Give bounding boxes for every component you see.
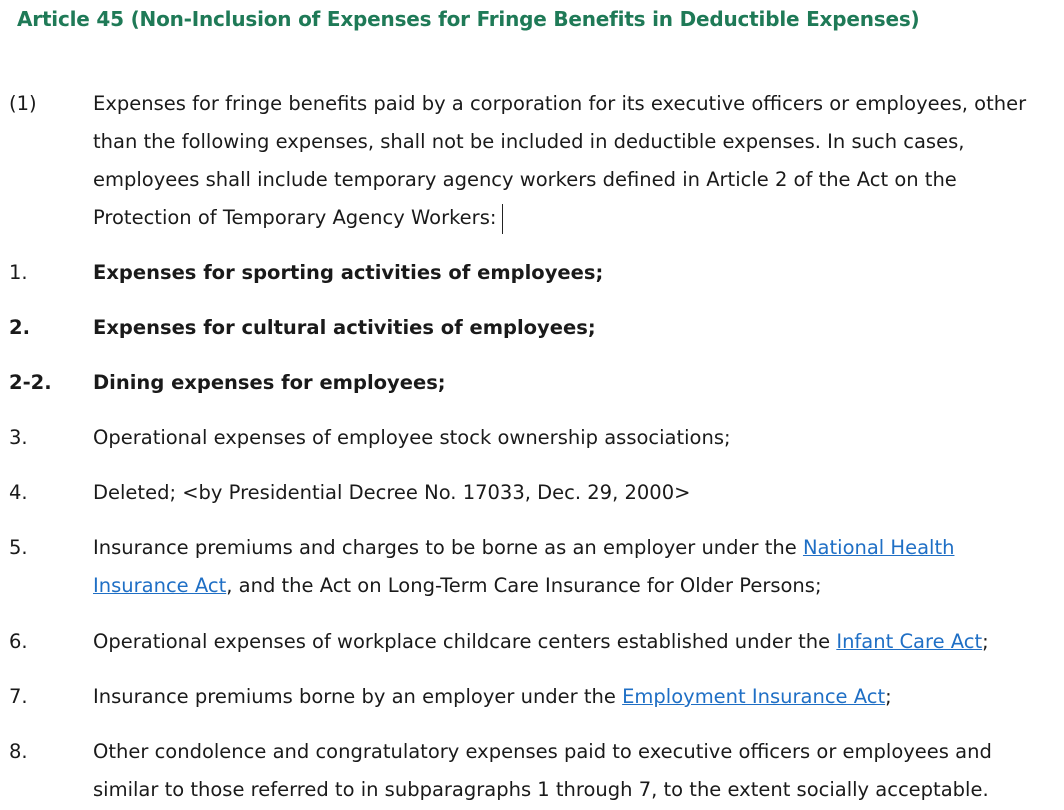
item-text: Expenses for sporting activities of employees; — [93, 261, 604, 284]
item-line-1: Other condolence and congratulatory expenses paid to executive officers or employees and — [93, 740, 992, 763]
article-title: Article 45 (Non-Inclusion of Expenses for Fringe Benefits in Deductible Expenses) — [17, 7, 920, 31]
item-number: 6. — [9, 630, 28, 653]
item-text: Expenses for cultural activities of employees; — [93, 316, 596, 339]
item-text-segment: , and the Act on Long-Term Care Insurance for Older Persons; — [226, 574, 822, 597]
paragraph-line-2: than the following expenses, shall not be included in deductible expenses. In such cases, — [93, 130, 965, 153]
item-text — [93, 623, 1059, 661]
item-text — [93, 678, 1059, 716]
item-line-2: similar to those referred to in subparagraphs 1 through 7, to the extent socially acceptable. — [93, 778, 989, 801]
paragraph-number: (1) — [9, 92, 37, 115]
employment-insurance-act-link[interactable]: Employment Insurance Act — [622, 685, 886, 708]
item-text-segment: Insurance premiums and charges to be borne as an employer under the — [93, 536, 803, 559]
item-number: 2-2. — [9, 371, 52, 394]
item-text: Deleted; <by Presidential Decree No. 17033, Dec. 29, 2000> — [93, 481, 691, 504]
infant-care-act-link[interactable]: Infant Care Act — [836, 630, 983, 653]
item-text: Operational expenses of employee stock ownership associations; — [93, 426, 731, 449]
item-number: 3. — [9, 426, 28, 449]
item-text-segment: Insurance premiums borne by an employer under the — [93, 685, 623, 708]
national-health-insurance-act-link[interactable]: National Health — [802, 536, 955, 559]
paragraph-line-4: Protection of Temporary Agency Workers: — [93, 206, 497, 229]
item-text — [93, 529, 1059, 605]
item-text-segment: ; — [885, 685, 892, 708]
paragraph-line-1: Expenses for fringe benefits paid by a corporation for its executive officers or employees, other — [93, 92, 1027, 115]
item-number: 2. — [9, 316, 30, 339]
paragraph-text — [93, 85, 1059, 237]
national-health-insurance-act-link-continued[interactable]: Insurance Act — [93, 574, 227, 597]
item-number: 8. — [9, 740, 28, 763]
text-cursor — [502, 204, 503, 234]
item-number: 1. — [9, 261, 28, 284]
paragraph-line-3: employees shall include temporary agency workers defined in Article 2 of the Act on the — [93, 168, 957, 191]
item-number: 7. — [9, 685, 28, 708]
item-number: 5. — [9, 536, 28, 559]
item-text-segment: ; — [982, 630, 989, 653]
item-text: Dining expenses for employees; — [93, 371, 446, 394]
item-number: 4. — [9, 481, 28, 504]
item-text — [93, 733, 1059, 809]
item-text-segment: Operational expenses of workplace childcare centers established under the — [93, 630, 837, 653]
